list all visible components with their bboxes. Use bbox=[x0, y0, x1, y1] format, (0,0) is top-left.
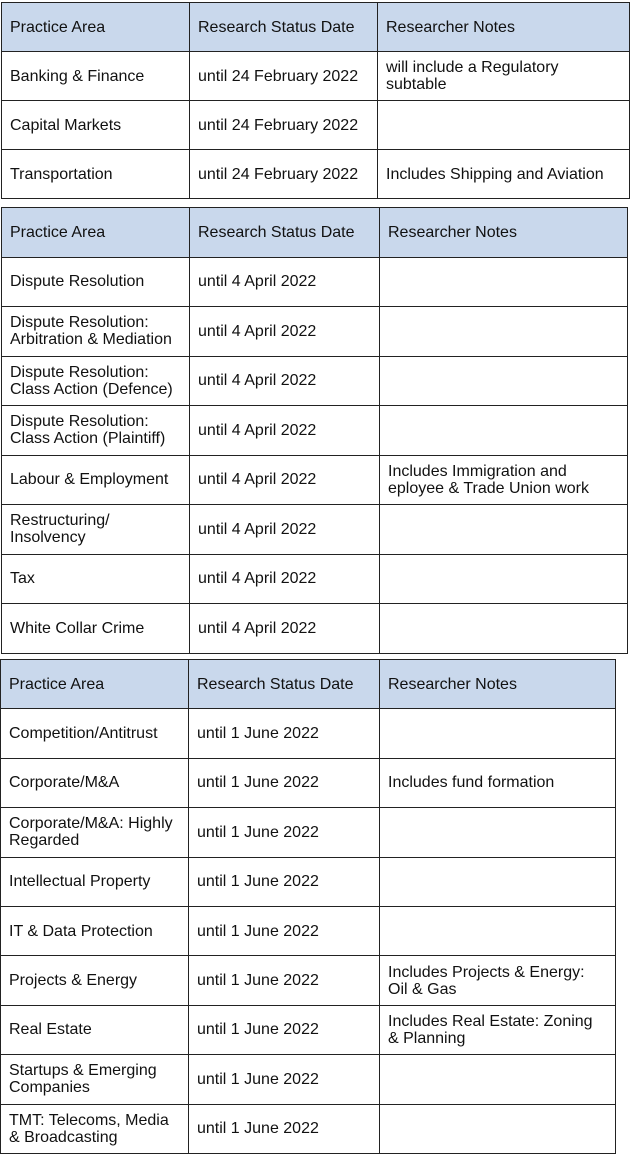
table-row bbox=[2, 150, 630, 199]
practice-area-cell: TMT: Telecoms, Media & Broadcasting bbox=[1, 1104, 189, 1153]
practice-area-cell: Startups & Emerging Companies bbox=[1, 1055, 189, 1104]
research-status-date-cell: until 24 February 2022 bbox=[190, 52, 378, 101]
researcher-notes-cell bbox=[380, 554, 628, 604]
researcher-notes-cell bbox=[380, 505, 628, 555]
researcher-notes-cell bbox=[380, 1104, 616, 1153]
research-status-date-cell: until 4 April 2022 bbox=[190, 604, 380, 654]
researcher-notes-cell bbox=[380, 808, 616, 857]
table-row bbox=[2, 101, 630, 150]
researcher-notes-cell bbox=[380, 857, 616, 906]
header-practice-area: Practice Area bbox=[2, 3, 190, 52]
researcher-notes-cell bbox=[380, 307, 628, 357]
research-status-date-cell: until 1 June 2022 bbox=[189, 709, 380, 758]
header-row bbox=[2, 3, 630, 52]
researcher-notes-cell bbox=[380, 906, 616, 955]
table-row bbox=[2, 52, 630, 101]
practice-area-text: Dispute Resolution: Arbitration & Mediation bbox=[10, 314, 172, 349]
header-research-status-date: Research Status Date bbox=[190, 3, 378, 52]
research-status-date-cell: until 24 February 2022 bbox=[190, 101, 378, 150]
practice-area-cell: Capital Markets bbox=[2, 101, 190, 150]
table-row bbox=[2, 604, 628, 654]
table-row bbox=[1, 1055, 616, 1104]
research-status-date-cell: until 4 April 2022 bbox=[190, 356, 380, 406]
research-status-date-cell: until 4 April 2022 bbox=[190, 455, 380, 505]
practice-area-cell: White Collar Crime bbox=[2, 604, 190, 654]
research-status-date-cell: until 4 April 2022 bbox=[190, 307, 380, 357]
table-row bbox=[1, 1104, 616, 1153]
researcher-notes-cell: will include a Regulatory subtable bbox=[378, 52, 630, 101]
researcher-notes-cell: Includes Real Estate: Zoning & Planning bbox=[380, 1005, 616, 1054]
research-status-date-cell: until 1 June 2022 bbox=[189, 1104, 380, 1153]
table-row bbox=[1, 808, 616, 857]
header-research-status-date: Research Status Date bbox=[189, 660, 380, 709]
table-row bbox=[1, 857, 616, 906]
research-status-date-cell: until 1 June 2022 bbox=[189, 956, 380, 1005]
researcher-notes-cell bbox=[378, 101, 630, 150]
researcher-notes-cell bbox=[380, 356, 628, 406]
research-table-february bbox=[1, 2, 630, 199]
table-row bbox=[2, 257, 628, 307]
research-status-date-cell: until 4 April 2022 bbox=[190, 257, 380, 307]
practice-area-cell bbox=[2, 307, 190, 357]
research-status-date-cell: until 1 June 2022 bbox=[189, 906, 380, 955]
practice-area-cell: Corporate/M&A bbox=[1, 758, 189, 807]
table-row bbox=[2, 356, 628, 406]
researcher-notes-cell: Includes Immigration and eployee & Trade Union work bbox=[380, 455, 628, 505]
researcher-notes-cell bbox=[380, 406, 628, 456]
table-row bbox=[1, 956, 616, 1005]
header-research-status-date: Research Status Date bbox=[190, 208, 380, 258]
practice-area-cell: Dispute Resolution bbox=[2, 257, 190, 307]
header-researcher-notes: Researcher Notes bbox=[380, 208, 628, 258]
research-table-april bbox=[1, 207, 628, 654]
practice-area-cell: Real Estate bbox=[1, 1005, 189, 1054]
practice-area-cell: Corporate/M&A: Highly Regarded bbox=[1, 808, 189, 857]
researcher-notes-cell: Includes Shipping and Aviation bbox=[378, 150, 630, 199]
practice-area-cell: Transportation bbox=[2, 150, 190, 199]
researcher-notes-cell bbox=[380, 1055, 616, 1104]
header-row bbox=[2, 208, 628, 258]
practice-area-cell bbox=[2, 356, 190, 406]
research-status-date-cell: until 1 June 2022 bbox=[189, 758, 380, 807]
table-row bbox=[1, 906, 616, 955]
researcher-notes-cell bbox=[380, 709, 616, 758]
header-practice-area: Practice Area bbox=[1, 660, 189, 709]
researcher-notes-cell: Includes Projects & Energy: Oil & Gas bbox=[380, 956, 616, 1005]
header-row bbox=[1, 660, 616, 709]
practice-area-cell: Restructuring/ Insolvency bbox=[2, 505, 190, 555]
research-status-date-cell: until 24 February 2022 bbox=[190, 150, 378, 199]
research-status-date-cell: until 1 June 2022 bbox=[189, 857, 380, 906]
researcher-notes-cell bbox=[380, 604, 628, 654]
practice-area-cell: Tax bbox=[2, 554, 190, 604]
researcher-notes-cell: Includes fund formation bbox=[380, 758, 616, 807]
practice-area-cell: Dispute Resolution: Class Action (Plaintiff) bbox=[2, 406, 190, 456]
table-row bbox=[2, 406, 628, 456]
table-row bbox=[1, 1005, 616, 1054]
research-status-date-cell: until 1 June 2022 bbox=[189, 1055, 380, 1104]
research-status-date-cell: until 4 April 2022 bbox=[190, 554, 380, 604]
practice-area-cell: Intellectual Property bbox=[1, 857, 189, 906]
practice-area-cell: Projects & Energy bbox=[1, 956, 189, 1005]
header-researcher-notes: Researcher Notes bbox=[378, 3, 630, 52]
header-practice-area: Practice Area bbox=[2, 208, 190, 258]
research-status-date-cell: until 1 June 2022 bbox=[189, 1005, 380, 1054]
table-row bbox=[1, 709, 616, 758]
research-table-june bbox=[0, 659, 616, 1154]
table-row bbox=[2, 505, 628, 555]
practice-area-cell: Competition/Antitrust bbox=[1, 709, 189, 758]
researcher-notes-cell bbox=[380, 257, 628, 307]
header-researcher-notes: Researcher Notes bbox=[380, 660, 616, 709]
practice-area-cell: IT & Data Protection bbox=[1, 906, 189, 955]
table-row bbox=[2, 455, 628, 505]
practice-area-text: Dispute Resolution: Class Action (Defence) bbox=[10, 363, 173, 398]
table-row bbox=[2, 307, 628, 357]
practice-area-cell: Labour & Employment bbox=[2, 455, 190, 505]
practice-area-cell: Banking & Finance bbox=[2, 52, 190, 101]
research-status-date-cell: until 4 April 2022 bbox=[190, 406, 380, 456]
table-row bbox=[1, 758, 616, 807]
research-status-date-cell: until 1 June 2022 bbox=[189, 808, 380, 857]
table-row bbox=[2, 554, 628, 604]
research-status-date-cell: until 4 April 2022 bbox=[190, 505, 380, 555]
